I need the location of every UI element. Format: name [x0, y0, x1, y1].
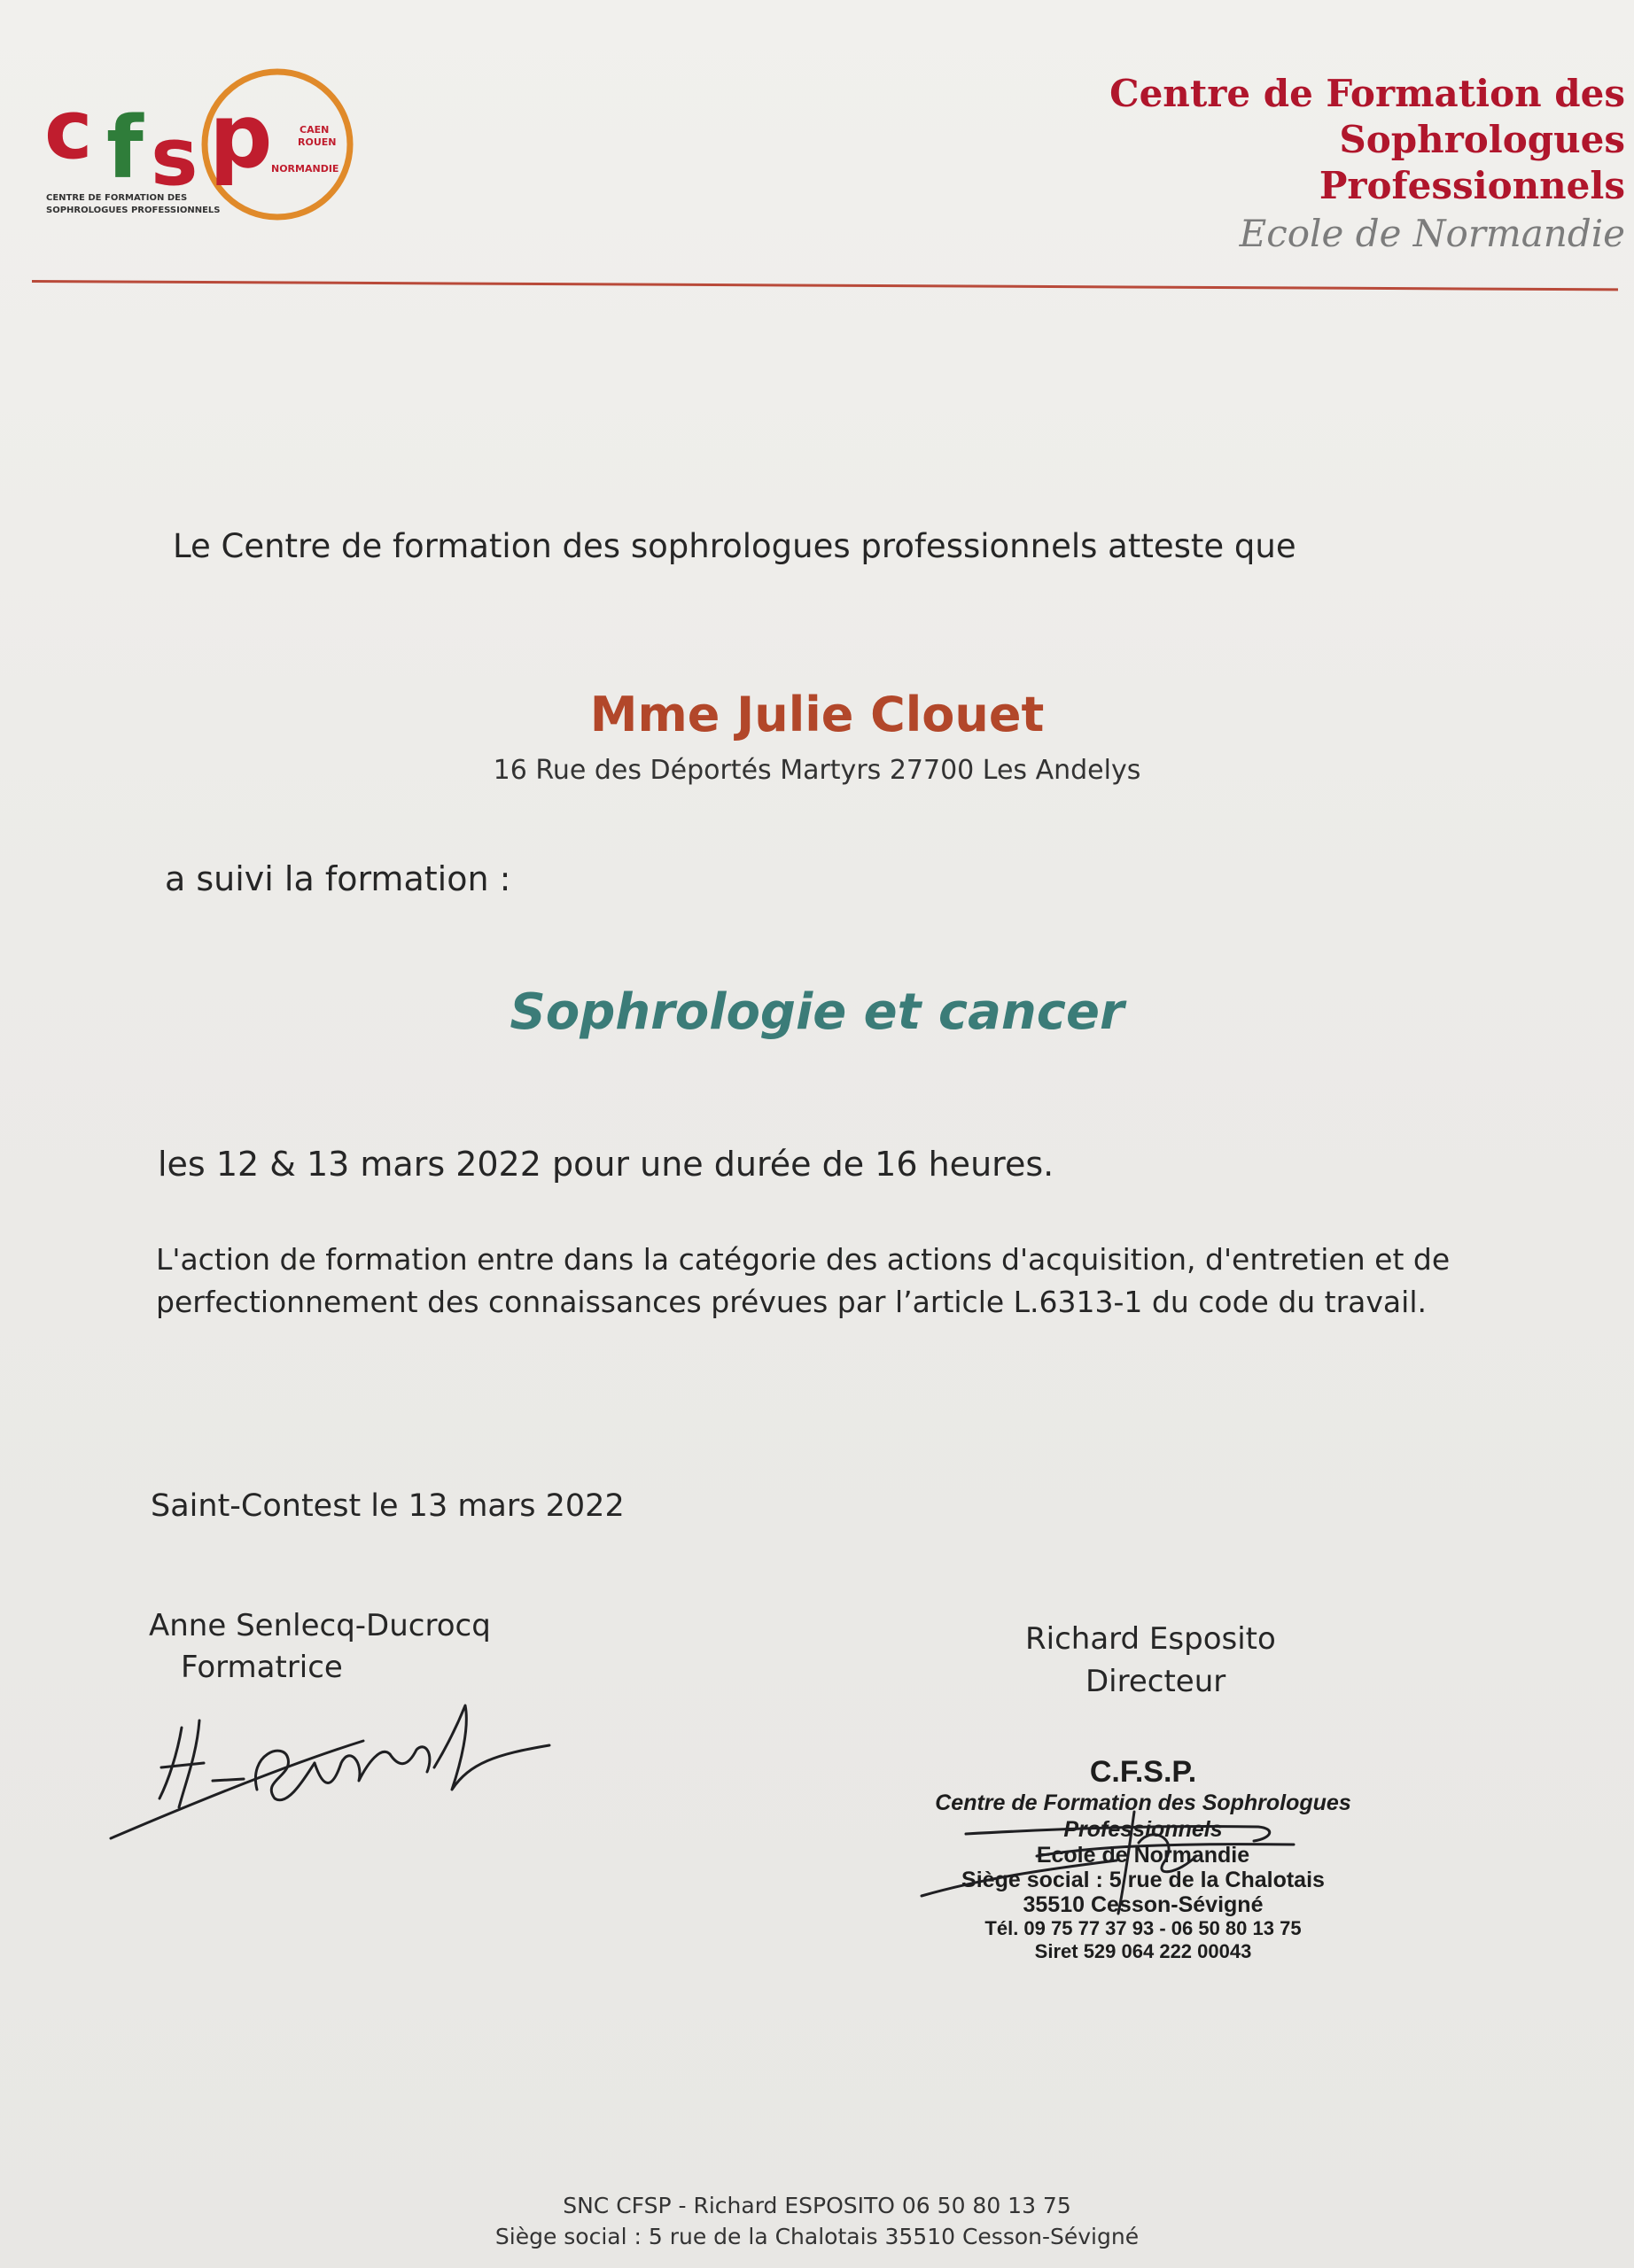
stamp-line-1: C.F.S.P. — [1089, 1755, 1197, 1789]
place-date: Saint-Contest le 13 mars 2022 — [151, 1488, 625, 1524]
director-name: Richard Esposito — [1025, 1621, 1276, 1657]
stamp-line-6: 35510 Cesson-Sévigné — [1023, 1892, 1264, 1917]
svg-text:f: f — [106, 98, 144, 198]
logo-tagline-2: SOPHROLOGUES PROFESSIONNELS — [46, 206, 221, 215]
header-line-3: Ecole de Normandie — [1239, 212, 1625, 255]
recipient-name: Mme Julie Clouet — [589, 687, 1045, 742]
header-block — [828, 71, 1625, 259]
course-title: Sophrologie et cancer — [510, 983, 1124, 1041]
trainer-role: Formatrice — [181, 1650, 343, 1685]
director-role: Directeur — [1085, 1664, 1226, 1699]
trainer-name: Anne Senlecq-Ducrocq — [149, 1608, 491, 1643]
recipient-address: 16 Rue des Déportés Martyrs 27700 Les Andelys — [493, 755, 1141, 786]
cfsp-logo — [43, 60, 362, 237]
stamp-line-4: Ecole de Normandie — [1036, 1843, 1250, 1868]
course-dates: les 12 & 13 mars 2022 pour une durée de 16 heures. — [158, 1145, 1054, 1184]
svg-text:p: p — [209, 84, 273, 188]
header-line-2: Professionnels — [1319, 164, 1625, 207]
stamp-line-5: Siège social : 5 rue de la Chalotais — [961, 1868, 1325, 1892]
cfsp-logo-graphic — [43, 60, 362, 237]
director-signature — [913, 1807, 1320, 1931]
logo-ring-text-2: ROUEN — [298, 136, 337, 148]
header-line-1: Centre de Formation des Sophrologues — [1109, 72, 1625, 161]
action-line-2: perfectionnement des connaissances prévues par l’article L.6313-1 du code du travail. — [156, 1285, 1427, 1319]
intro-text: Le Centre de formation des sophrologues professionnels atteste que — [173, 527, 1296, 565]
footer-line-2: Siège social : 5 rue de la Chalotais 35510 Cesson-Sévigné — [494, 2224, 1140, 2249]
header-divider — [32, 280, 1618, 291]
svg-text:c: c — [44, 82, 93, 177]
logo-ring-text-3: NORMANDIE — [271, 163, 339, 175]
logo-tagline-1: CENTRE DE FORMATION DES — [46, 193, 188, 203]
stamp-line-3: Professionnels — [1063, 1817, 1223, 1842]
stamp-line-2: Centre de Formation des Sophrologues — [935, 1790, 1351, 1815]
svg-text:s: s — [151, 111, 198, 204]
stamp-line-7: Tél. 09 75 77 37 93 - 06 50 80 13 75 — [984, 1917, 1302, 1939]
logo-ring-text-1: CAEN — [300, 124, 330, 136]
footer-line-1: SNC CFSP - Richard ESPOSITO 06 50 80 13 75 — [563, 2193, 1071, 2218]
followed-text: a suivi la formation : — [165, 859, 511, 898]
stamp-line-8: Siret 529 064 222 00043 — [1034, 1940, 1252, 1962]
action-line-1: L'action de formation entre dans la catégorie des actions d'acquisition, d'entretien et de — [156, 1242, 1451, 1277]
trainer-signature — [97, 1657, 576, 1869]
